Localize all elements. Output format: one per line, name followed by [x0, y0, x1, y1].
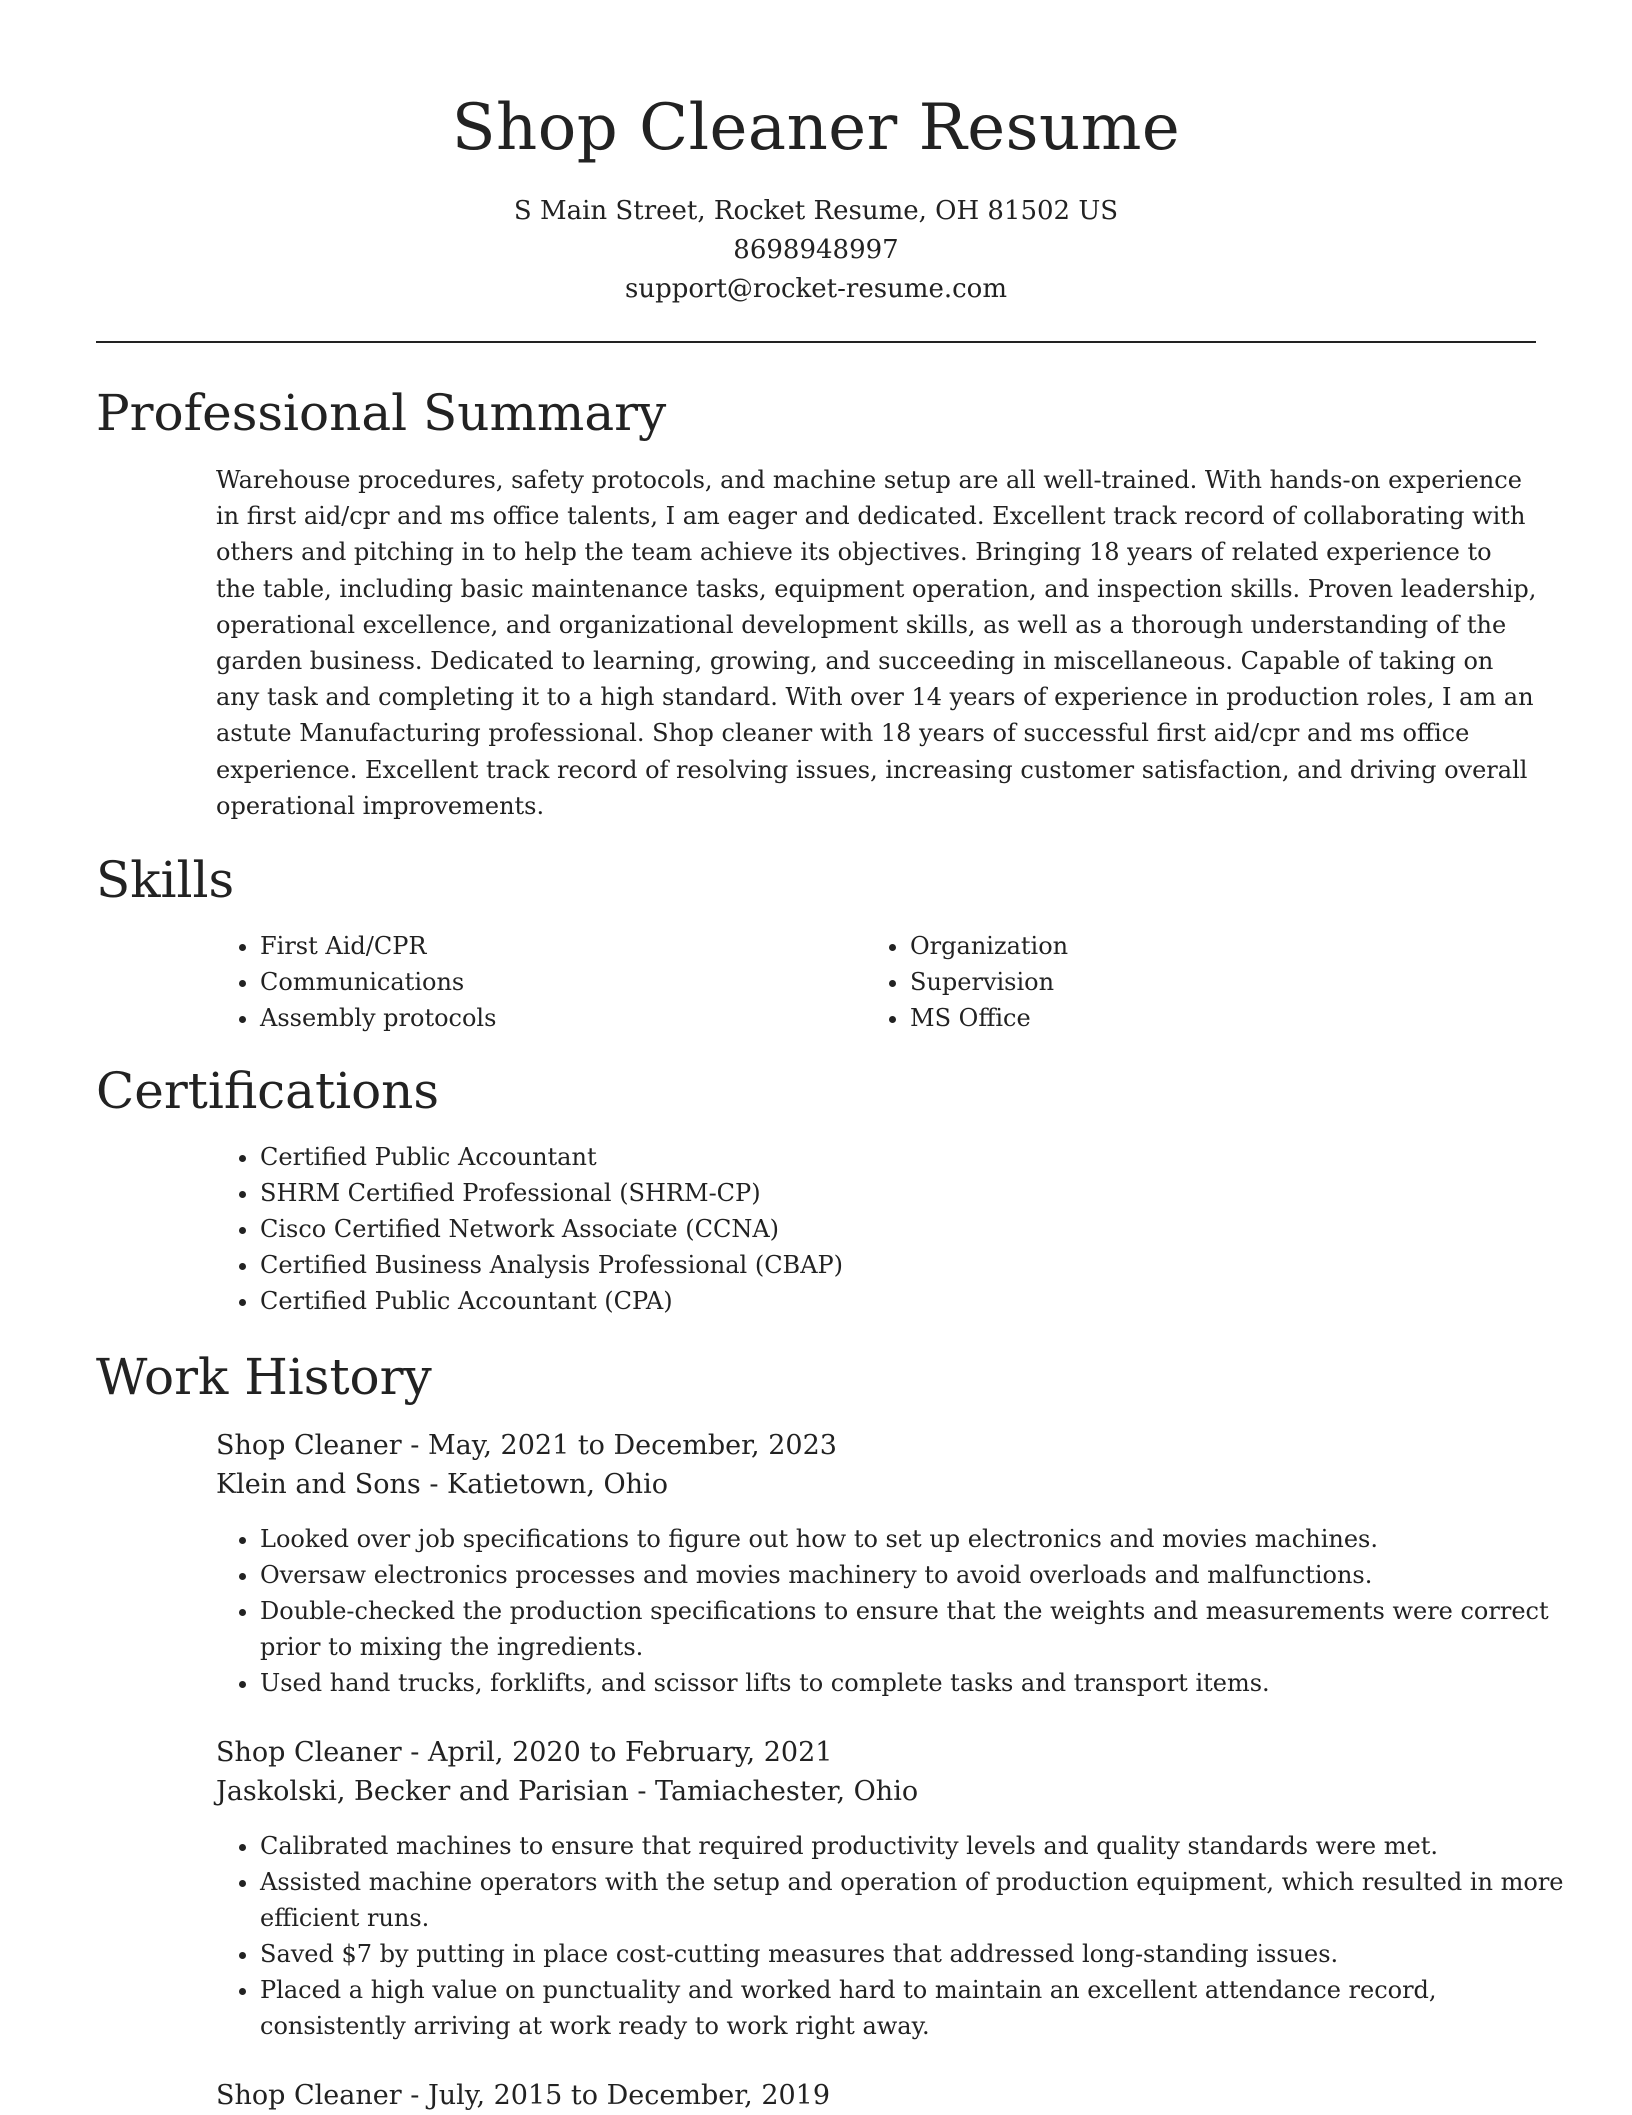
contact-block	[0, 192, 1632, 309]
skill-item: • First Aid/CPR	[260, 928, 860, 964]
section-title-work-history: Work History	[96, 1348, 432, 1406]
certification-item: • SHRM Certified Professional (SHRM-CP)	[260, 1175, 1580, 1211]
job-bullet: • Looked over job specifications to figure out how to set up electronics and movies machines.	[260, 1521, 1582, 1557]
section-title-skills: Skills	[96, 851, 235, 909]
job-title-line: Shop Cleaner - April, 2020 to February, 2021	[216, 1737, 833, 1768]
job-location: Katietown, Ohio	[447, 1469, 668, 1500]
skill-item: • Organization	[910, 928, 1510, 964]
job-bullet: • Calibrated machines to ensure that required productivity levels and quality standards were met.	[260, 1828, 1582, 1864]
section-title-certifications: Certifications	[96, 1062, 440, 1120]
resume-header	[0, 0, 1632, 309]
job-bullet: • Double-checked the production specifications to ensure that the weights and measurements were correct prior to mixing the ingredients.	[260, 1593, 1582, 1665]
header-divider	[96, 341, 1536, 343]
email: support@rocket-resume.com	[624, 274, 1007, 304]
address: S Main Street, Rocket Resume, OH 81502 US	[513, 196, 1119, 226]
resume-title: Shop Cleaner Resume	[451, 91, 1181, 165]
certification-item: • Certified Public Accountant	[260, 1139, 1580, 1175]
job-company: Klein and Sons	[216, 1469, 421, 1500]
certification-item: • Certified Business Analysis Professional (CBAP)	[260, 1247, 1580, 1283]
job-bullet: • Assisted machine operators with the setup and operation of production equipment, which resulted in more efficient runs.	[260, 1864, 1582, 1936]
job-role: Shop Cleaner	[216, 2080, 402, 2111]
phone: 8698948997	[733, 235, 899, 265]
skills-list-right	[866, 928, 1510, 1036]
job-role: Shop Cleaner	[216, 1430, 402, 1461]
section-title-summary: Professional Summary	[96, 384, 667, 442]
job-title-line: Shop Cleaner - July, 2015 to December, 2019	[216, 2080, 831, 2111]
skill-item: • Supervision	[910, 964, 1510, 1000]
skill-item: • Communications	[260, 964, 860, 1000]
certification-item: • Cisco Certified Network Associate (CCNA)	[260, 1211, 1580, 1247]
job-bullet: • Placed a high value on punctuality and worked hard to maintain an excellent attendance record, consistently arriving at work ready to work right away.	[260, 1972, 1582, 2044]
job-dates: July, 2015 to December, 2019	[427, 2080, 831, 2111]
job-bullet: • Used hand trucks, forklifts, and scissor lifts to complete tasks and transport items.	[260, 1665, 1582, 1701]
job-location: Tamiachester, Ohio	[655, 1776, 919, 1807]
job-bullets	[216, 1521, 1582, 1701]
skill-item: • MS Office	[910, 1000, 1510, 1036]
certification-item: • Certified Public Accountant (CPA)	[260, 1283, 1580, 1319]
job-company-line: Jaskolski, Becker and Parisian - Tamiachester, Ohio	[216, 1776, 919, 1807]
job-dates: April, 2020 to February, 2021	[427, 1737, 833, 1768]
job-bullet: • Saved $7 by putting in place cost-cutting measures that addressed long-standing issues.	[260, 1936, 1582, 1972]
skill-item: • Assembly protocols	[260, 1000, 860, 1036]
skills-list-left	[216, 928, 860, 1036]
summary-text: Warehouse procedures, safety protocols, and machine setup are all well-trained. With hands-on experience in first aid/cpr and ms office talents, I am eager and dedicated. Excellent track record of collaborating with others and pitching in to help the team achieve its objectives. Bringing 18 years of related experience to the table, including basic maintenance tasks, equipment operation, and inspection skills. Proven leadership, operational excellence, and organizational development skills, as well as a thorough understanding of the garden business. Dedicated to learning, growing, and succeeding in miscellaneous. Capable of taking on any task and completing it to a high standard. With over 14 years of experience in production roles, I am an astute Manufacturing professional. Shop cleaner with 18 years of successful first aid/cpr and ms office experience. Excellent track record of resolving issues, increasing customer satisfaction, and driving overall operational improvements.	[216, 466, 1537, 820]
job-company-line: Klein and Sons - Katietown, Ohio	[216, 1469, 668, 1500]
job-dates: May, 2021 to December, 2023	[427, 1430, 837, 1461]
job-bullets	[216, 1828, 1582, 2045]
job-company: Jaskolski, Becker and Parisian	[216, 1776, 629, 1807]
job-title-line: Shop Cleaner - May, 2021 to December, 2023	[216, 1430, 837, 1461]
job-role: Shop Cleaner	[216, 1737, 402, 1768]
certifications-list	[216, 1139, 1580, 1319]
job-bullet: • Oversaw electronics processes and movies machinery to avoid overloads and malfunctions.	[260, 1557, 1582, 1593]
